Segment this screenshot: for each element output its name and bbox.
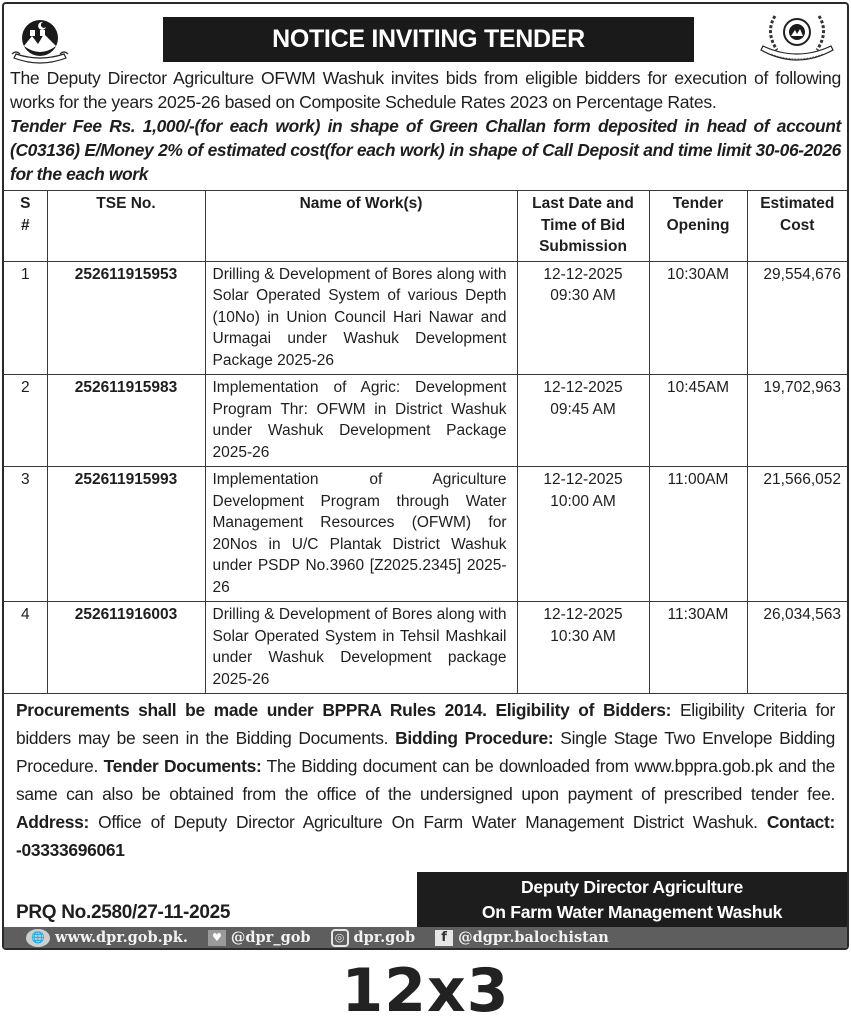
table-row bbox=[4, 602, 847, 694]
cell-work: Implementation of Agriculture Development Program through Water Management Resources (OFWM) for 20Nos in U/C Plantak District Washuk under PSDP No.3960 [Z2025.2345] 2025-26 bbox=[205, 467, 517, 602]
footer-website[interactable] bbox=[26, 927, 188, 948]
cell-opening: 10:45AM bbox=[649, 375, 747, 467]
balochistan-emblem-icon bbox=[10, 12, 70, 68]
address-text: Office of Deputy Director Agriculture On Farm Water Management District Washuk. bbox=[98, 812, 758, 832]
last-date: 12-12-2025 bbox=[543, 606, 623, 623]
intro-section bbox=[4, 66, 847, 186]
contact-value: 03333696061 bbox=[21, 840, 125, 860]
footer-social-bar bbox=[4, 927, 847, 948]
column-header-sno: S # bbox=[4, 191, 47, 262]
procedure-text: Single Stage Two Envelope Bidding Procedure. bbox=[16, 728, 836, 776]
instagram-handle: dpr.gob bbox=[353, 929, 416, 946]
footer-twitter[interactable] bbox=[208, 927, 311, 948]
eligibility-text: Eligibility Criteria for bidders may be seen in the Bidding Documents. bbox=[16, 700, 835, 748]
ad-size-label: 12x3 bbox=[341, 956, 510, 1026]
notice-frame bbox=[2, 2, 849, 950]
column-header-tse: TSE No. bbox=[47, 191, 205, 262]
intro-paragraph: The Deputy Director Agriculture OFWM Washuk invites bids from eligible bidders for execution of following works for the years 2025-26 based on Composite Schedule Rates 2023 on Percentage Rates. bbox=[10, 68, 841, 112]
cell-sno: 4 bbox=[4, 602, 47, 694]
last-time: 09:45 AM bbox=[550, 400, 616, 418]
cell-sno: 1 bbox=[4, 261, 47, 375]
signature-block bbox=[417, 872, 847, 927]
cell-work: Drilling & Development of Bores along with Solar Operated System of various Depth (10No) in Union Council Hari Nawar and Urmagai under Washuk Development Package 2025-26 bbox=[205, 261, 517, 375]
signature-line-2: On Farm Water Management Washuk bbox=[481, 902, 783, 922]
column-header-work: Name of Work(s) bbox=[205, 191, 517, 262]
globe-icon: 🌐 bbox=[26, 929, 50, 947]
last-date: 12-12-2025 bbox=[543, 471, 623, 488]
cell-cost: 26,034,563 bbox=[747, 602, 847, 694]
cell-last-date bbox=[517, 602, 649, 694]
procurement-rules: Procurements shall be made under BPPRA Rules 2014. bbox=[16, 700, 487, 720]
cell-tse: 252611915983 bbox=[47, 375, 205, 467]
last-time: 10:30 AM bbox=[550, 627, 616, 645]
cell-tse: 252611915993 bbox=[47, 467, 205, 602]
signature-line-1: Deputy Director Agriculture bbox=[521, 877, 743, 897]
column-header-cost: Estimated Cost bbox=[747, 191, 847, 262]
cell-last-date bbox=[517, 375, 649, 467]
header-row bbox=[4, 4, 847, 66]
documents-label: Tender Documents: bbox=[103, 756, 262, 776]
table-row bbox=[4, 261, 847, 375]
cell-tse: 252611915953 bbox=[47, 261, 205, 375]
website-text: www.dpr.gob.pk. bbox=[55, 929, 188, 946]
twitter-handle: @dpr_gob bbox=[230, 929, 311, 946]
cell-opening: 10:30AM bbox=[649, 261, 747, 375]
instagram-icon: ◎ bbox=[331, 929, 349, 947]
footer-instagram[interactable] bbox=[331, 927, 416, 948]
procedure-label: Bidding Procedure: bbox=[395, 728, 554, 748]
eligibility-label: Eligibility of Bidders: bbox=[495, 700, 672, 720]
cell-work: Drilling & Development of Bores along with Solar Operated System in Tehsil Mashkail under Washuk Development package 2025-26 bbox=[205, 602, 517, 694]
table-row bbox=[4, 375, 847, 467]
table-row bbox=[4, 467, 847, 602]
page-title: NOTICE INVITING TENDER bbox=[163, 17, 694, 62]
cell-sno: 2 bbox=[4, 375, 47, 467]
prq-number: PRQ No.2580/27-11-2025 bbox=[16, 902, 231, 923]
works-table bbox=[4, 190, 847, 694]
cell-sno: 3 bbox=[4, 467, 47, 602]
agriculture-emblem-icon bbox=[757, 8, 837, 66]
twitter-icon: ♥ bbox=[208, 930, 226, 946]
cell-opening: 11:30AM bbox=[649, 602, 747, 694]
last-date: 12-12-2025 bbox=[543, 265, 623, 283]
facebook-icon: f bbox=[435, 930, 453, 946]
facebook-handle: @dgpr.balochistan bbox=[458, 929, 609, 946]
contact-label: Contact: - bbox=[16, 812, 835, 860]
terms-paragraph bbox=[4, 694, 847, 864]
cell-tse: 252611916003 bbox=[47, 602, 205, 694]
last-time: 09:30 AM bbox=[550, 287, 616, 304]
cell-cost: 19,702,963 bbox=[747, 375, 847, 467]
cell-last-date bbox=[517, 261, 649, 375]
column-header-last-date: Last Date and Time of Bid Submission bbox=[517, 191, 649, 262]
documents-text: The Bidding document can be downloaded from www.bppra.gob.pk and the same can also be obtained from the office of the undersigned upon payment of prescribed tender fee. bbox=[16, 756, 835, 804]
cell-cost: 29,554,676 bbox=[747, 261, 847, 375]
cell-work: Implementation of Agric: Development Program Thr: OFWM in District Washuk under Washuk Development Package 2025-26 bbox=[205, 375, 517, 467]
address-label: Address: bbox=[16, 812, 89, 832]
last-time: 10:00 AM bbox=[550, 492, 616, 510]
footer-facebook[interactable] bbox=[435, 927, 609, 948]
cell-cost: 21,566,052 bbox=[747, 467, 847, 602]
table-header-row bbox=[4, 191, 847, 262]
last-date: 12-12-2025 bbox=[543, 379, 623, 396]
cell-opening: 11:00AM bbox=[649, 467, 747, 602]
tender-fee-terms: Tender Fee Rs. 1,000/-(for each work) in shape of Green Challan form deposited in head of account (C03136) E/Money 2% of estimated cost(for each work) in shape of Call Deposit and time limit 30-06-2026 for the each work bbox=[10, 116, 841, 184]
column-header-opening: Tender Opening bbox=[649, 191, 747, 262]
bottom-row bbox=[4, 872, 847, 948]
cell-last-date bbox=[517, 467, 649, 602]
